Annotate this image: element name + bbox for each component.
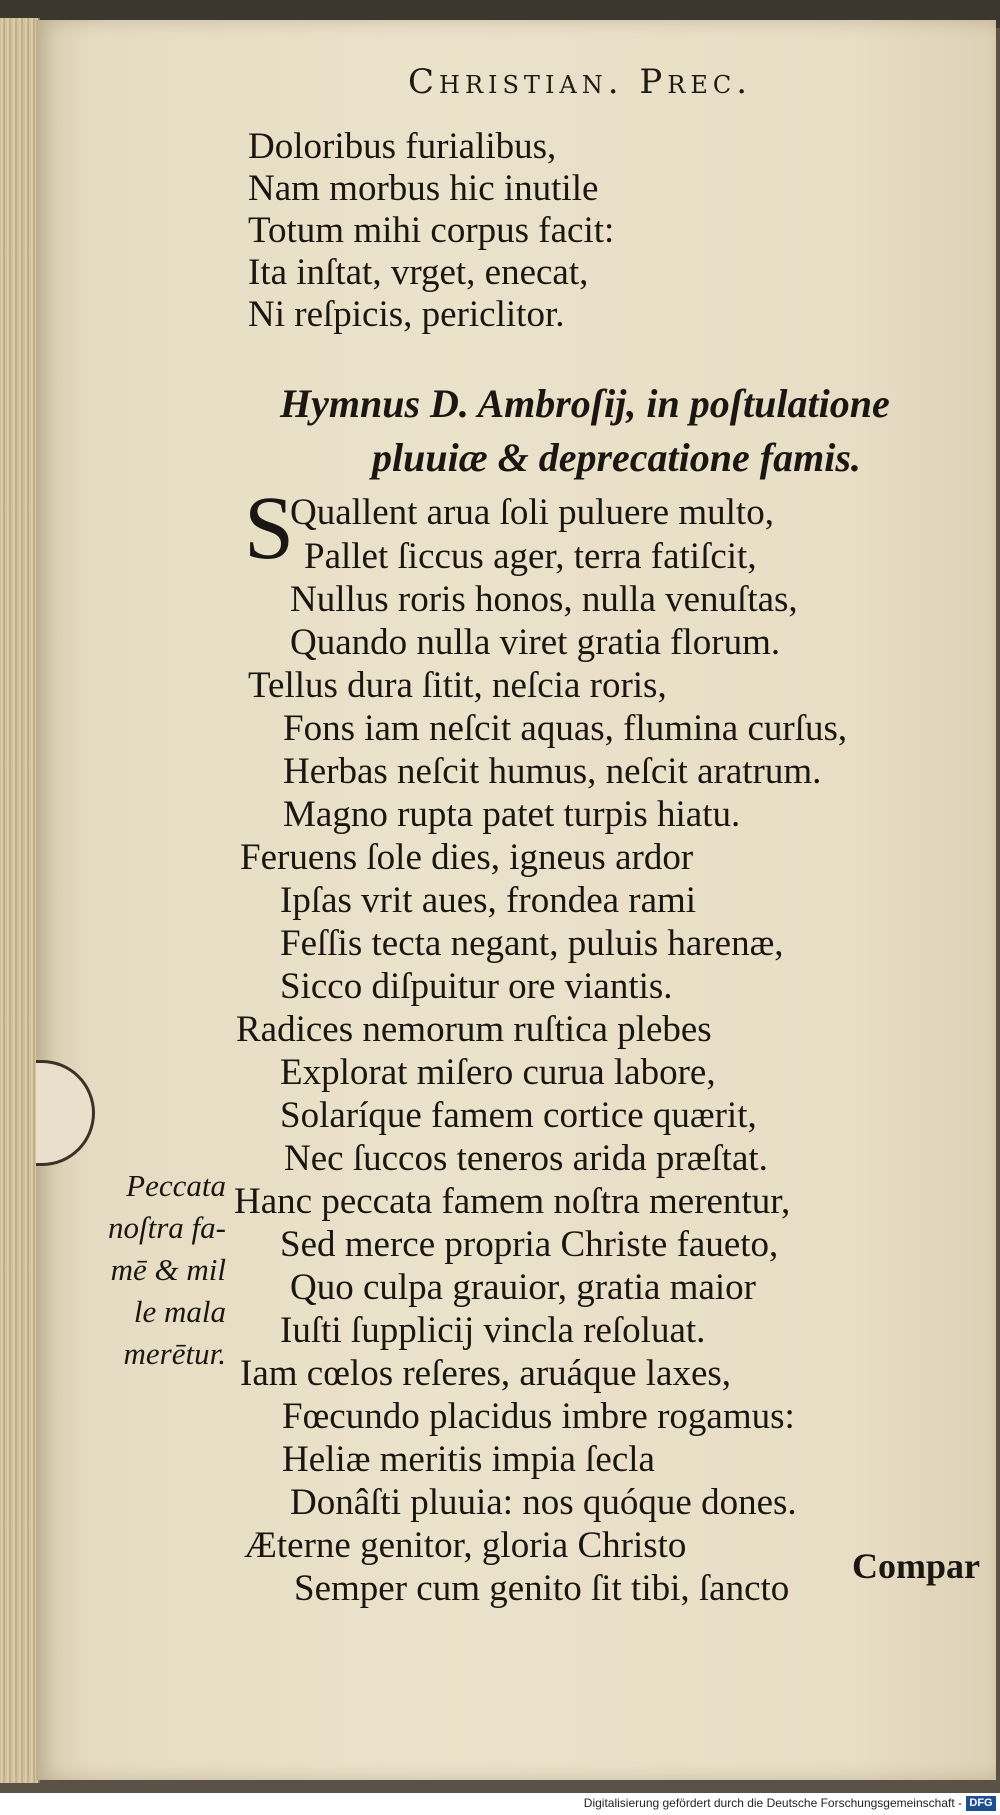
verse-line: Fœcundo placidus imbre rogamus:	[282, 1396, 795, 1437]
verse-line: Iuſti ſupplicij vincla reſoluat.	[280, 1310, 706, 1351]
margin-note-line: merētur.	[123, 1336, 226, 1371]
text-line: Ita inſtat, vrget, enecat,	[248, 252, 589, 293]
page-clip	[36, 1060, 95, 1166]
margin-note-line: noſtra fa-	[108, 1210, 226, 1245]
verse-line: Feruens ſole dies, igneus ardor	[240, 837, 694, 878]
margin-note-line: le mala	[133, 1294, 226, 1329]
footer-credit: Digitalisierung gefördert durch die Deutsche Forschungsgemeinschaft -	[583, 1796, 962, 1810]
dfg-logo: DFG	[966, 1796, 996, 1811]
verse-line: Sed merce propria Christe faueto,	[280, 1224, 779, 1265]
margin-note-line: mē & mil	[110, 1252, 226, 1287]
verse-line: Radices nemorum ruſtica plebes	[236, 1009, 712, 1050]
text-line: Totum mihi corpus facit:	[248, 210, 615, 251]
verse-line: Tellus dura ſitit, neſcia roris,	[248, 665, 667, 706]
verse-line: Iam cœlos reſeres, aruáque laxes,	[240, 1353, 732, 1394]
verse-line: Hanc peccata famem noſtra merentur,	[234, 1181, 791, 1222]
hymn-title-line: Hymnus D. Ambroſij, in poſtulatione	[280, 381, 890, 426]
verse-line: Feſſis tecta negant, puluis harenæ,	[280, 923, 784, 964]
verse-line: Nullus roris honos, nulla venuſtas,	[290, 579, 798, 620]
verse-line: Fons iam neſcit aquas, flumina curſus,	[283, 708, 848, 749]
book-page-edges	[0, 18, 40, 1783]
verse-line: Semper cum genito ſit tibi, ſancto	[294, 1568, 790, 1609]
text-line: Nam morbus hic inutile	[248, 168, 599, 209]
catchword: Compar	[852, 1546, 980, 1586]
verse-line: Donâſti pluuia: nos quóque dones.	[290, 1482, 797, 1523]
verse-line: Nec ſuccos teneros arida præſtat.	[284, 1138, 768, 1179]
verse-line: Pallet ſiccus ager, terra fatiſcit,	[304, 536, 757, 577]
verse-line: Ipſas vrit aues, frondea rami	[280, 880, 697, 921]
drop-cap: S	[244, 479, 295, 578]
verse-line: Solaríque famem cortice quærit,	[280, 1095, 757, 1136]
margin-note-line: Peccata	[126, 1168, 226, 1203]
verse-line: Quo culpa grauior, gratia maior	[290, 1267, 756, 1308]
verse-line: Herbas neſcit humus, neſcit aratrum.	[283, 751, 822, 792]
hymn-title-line: pluuiæ & deprecatione famis.	[372, 435, 861, 480]
verse-line: Explorat miſero curua labore,	[280, 1052, 716, 1093]
running-header: Christian. Prec.	[408, 62, 753, 102]
verse-line: Quando nulla viret gratia florum.	[290, 622, 781, 663]
verse-line: Magno rupta patet turpis hiatu.	[283, 794, 741, 835]
verse-line: Quallent arua ſoli puluere multo,	[290, 492, 774, 533]
verse-line: Æterne genitor, gloria Christo	[244, 1525, 687, 1566]
text-line: Ni reſpicis, periclitor.	[248, 294, 565, 335]
verse-line: Sicco diſpuitur ore viantis.	[280, 966, 673, 1007]
text-line: Doloribus furialibus,	[248, 126, 557, 167]
verse-line: Heliæ meritis impia ſecla	[282, 1439, 655, 1480]
